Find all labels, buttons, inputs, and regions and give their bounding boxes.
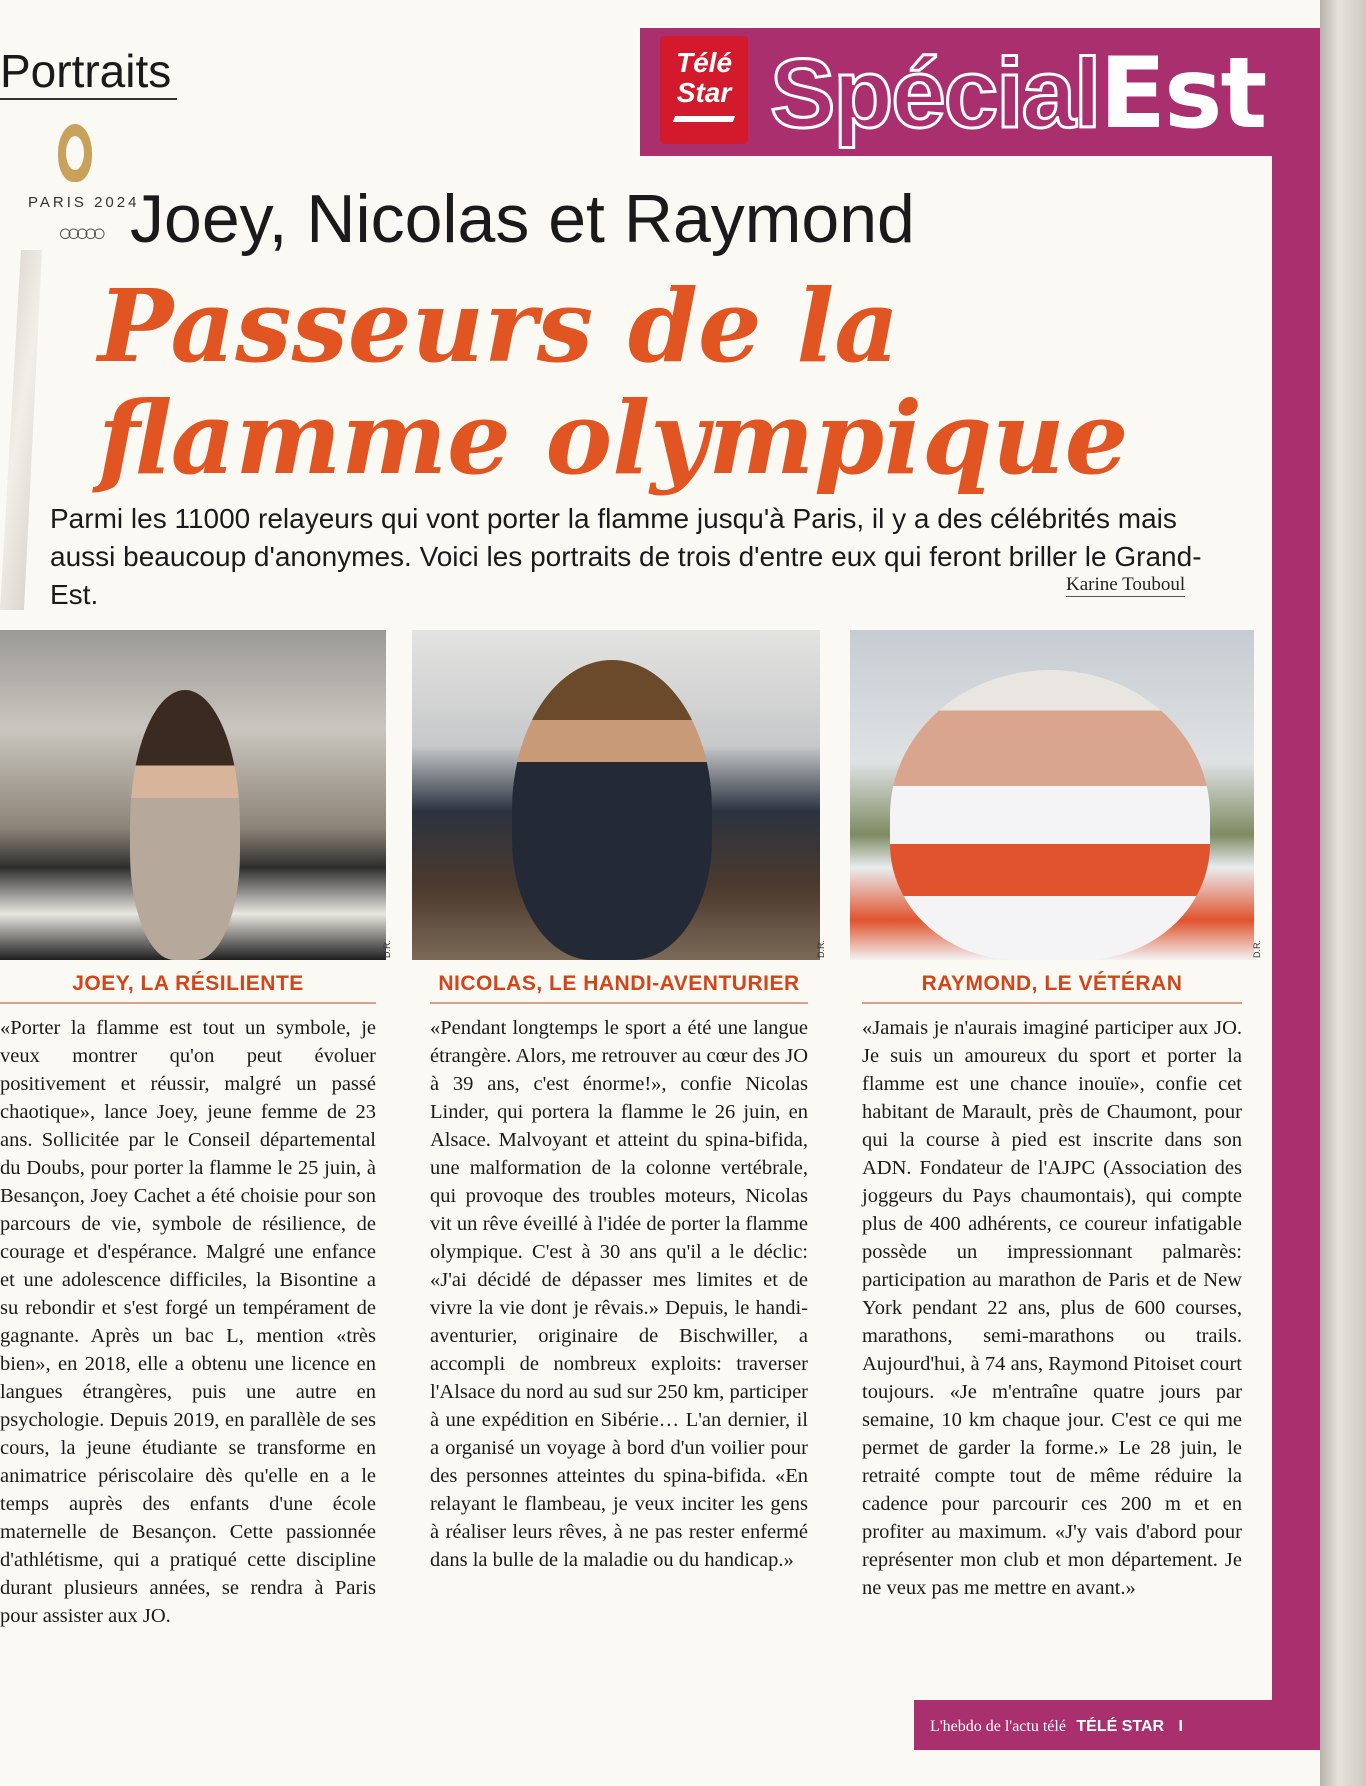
column-title: JOEY, LA RÉSILIENTE <box>0 972 376 1004</box>
article-intro: Parmi les 11000 relayeurs qui vont porter la flamme jusqu'à Paris, il y a des célébrités mais aussi beaucoup d'anonymes. Voici les portraits de trois d'entre eux qui feront briller le Grand-Est. <box>50 503 1202 610</box>
section-rubric: Portraits <box>0 44 177 100</box>
photo-credit-2: D.R. <box>816 940 826 958</box>
logo-line2: Star <box>676 77 732 108</box>
column-raymond <box>862 972 1242 1602</box>
headline-line2: flamme olympique <box>98 379 1129 497</box>
headline-line1: Passeurs de la <box>98 267 900 385</box>
article-overline: Joey, Nicolas et Raymond <box>130 181 915 257</box>
column-title: RAYMOND, LE VÉTÉRAN <box>862 972 1242 1004</box>
photo-credit-3: D.R. <box>1252 940 1262 958</box>
column-joey <box>0 972 376 1630</box>
paris-2024-emblem <box>28 124 140 254</box>
column-body: «Pendant longtemps le sport a été une langue étrangère. Alors, me retrouver au cœur des JO à 39 ans, c'est énorme!», confie Nicolas Linder, qui portera la flamme le 26 juin, en Alsace. Malvoyant et atteint du spina-bifida, une malformation de la colonne vertébrale, qui provoque des troubles moteurs, Nicolas vit un rêve éveillé à l'idée de porter la flamme olympique. C'est à 30 ans qu'il a le déclic: «J'ai décidé de dépasser mes limites et de vivre la vie dont je rêvais.» Depuis, le handi-aventurier, originaire de Bischwiller, a accompli de nombreux exploits: traverser l'Alsace du nord au sud sur 250 km, participer à une expédition en Sibérie… L'an dernier, il a organisé un voyage à bord d'un voilier pour des personnes atteintes du spina-bifida. «En relayant le flambeau, je veux inciter les gens à réaliser leurs rêves, à ne pas rester enfermé dans la bulle de la maladie ou du handicap.» <box>430 1017 808 1571</box>
special-est-banner <box>770 30 1265 156</box>
footer-tagline: L'hebdo de l'actu télé <box>930 1718 1066 1735</box>
photo-credit-1: D.R. <box>382 940 392 958</box>
column-nicolas <box>430 972 808 1574</box>
olympic-rings-icon: ○○○○○ <box>58 220 101 247</box>
photo-nicolas <box>412 630 820 960</box>
article-headline <box>98 267 1198 497</box>
photo-raymond <box>850 630 1254 960</box>
region-label: Est <box>1099 37 1266 151</box>
photo-joey <box>0 630 386 960</box>
paris-2024-flame-icon <box>58 124 92 182</box>
article-author: Karine Touboul <box>1066 574 1186 595</box>
tele-star-logo <box>660 36 748 144</box>
magenta-right-border <box>1272 28 1320 1748</box>
column-body: «Porter la flamme est tout un symbole, je veux montrer qu'on peut évoluer positivement et réussir, malgré un passé chaotique», lance Joey, jeune femme de 23 ans. Sollicitée par le Conseil départemental du Doubs, pour porter la flamme le 25 juin, à Besançon, Joey Cachet a été choisie pour son parcours de vie, symbole de résilience, de courage et d'espérance. Malgré une enfance et une adolescence difficiles, la Bisontine a su rebondir et s'est forgé un tempérament de gagnante. Après un bac L, mention «très bien», en 2018, elle a obtenu une licence en langues étrangères, puis une autre en psychologie. Depuis 2019, en parallèle de ses cours, la jeune étudiante se transforme en animatrice périscolaire dès qu'elle en a le temps auprès des enfants d'une école maternelle de Besançon. Cette passionnée d'athlétisme, qui a pratiqué cette discipline durant plusieurs années, se rendra à Paris pour assister aux JO. <box>0 1017 376 1627</box>
joey-figure <box>130 690 240 960</box>
footer-brand: TÉLÉ STAR <box>1076 1718 1165 1735</box>
special-label: Spécial <box>770 38 1100 148</box>
footer-separator: I <box>1178 1718 1183 1735</box>
column-title: NICOLAS, LE HANDI-AVENTURIER <box>430 972 808 1004</box>
logo-line1: Télé <box>675 47 733 78</box>
raymond-figure <box>890 670 1210 960</box>
nicolas-figure <box>512 660 712 960</box>
page-footer <box>930 1712 1183 1742</box>
emblem-text: PARIS 2024 <box>28 194 140 211</box>
logo-swoosh-icon <box>673 116 735 122</box>
column-body: «Jamais je n'aurais imaginé participer aux JO. Je suis un amoureux du sport et porter la flamme est une chance inouïe», confie cet habitant de Marault, près de Chaumont, pour qui la course à pied est inscrite dans son ADN. Fondateur de l'AJPC (Association des joggeurs du Pays chaumontais), qui compte plus de 400 adhérents, ce coureur infatigable possède un impressionnant palmarès: participation au marathon de Paris et de New York pendant 22 ans, plus de 600 courses, marathons, semi-marathons ou trails. Aujourd'hui, à 74 ans, Raymond Pitoiset court toujours. «Je m'entraîne quatre jours par semaine, 10 km chaque jour. C'est ce qui me permet de garder la forme.» Le 28 juin, le retraité compte tout de même réduire la cadence pour parcourir ces 200 m et en profiter au maximum. «J'y vais d'abord pour représenter mon club et mon département. Je ne veux pas me mettre en avant.» <box>862 1017 1242 1599</box>
page-edge <box>1320 0 1366 1786</box>
